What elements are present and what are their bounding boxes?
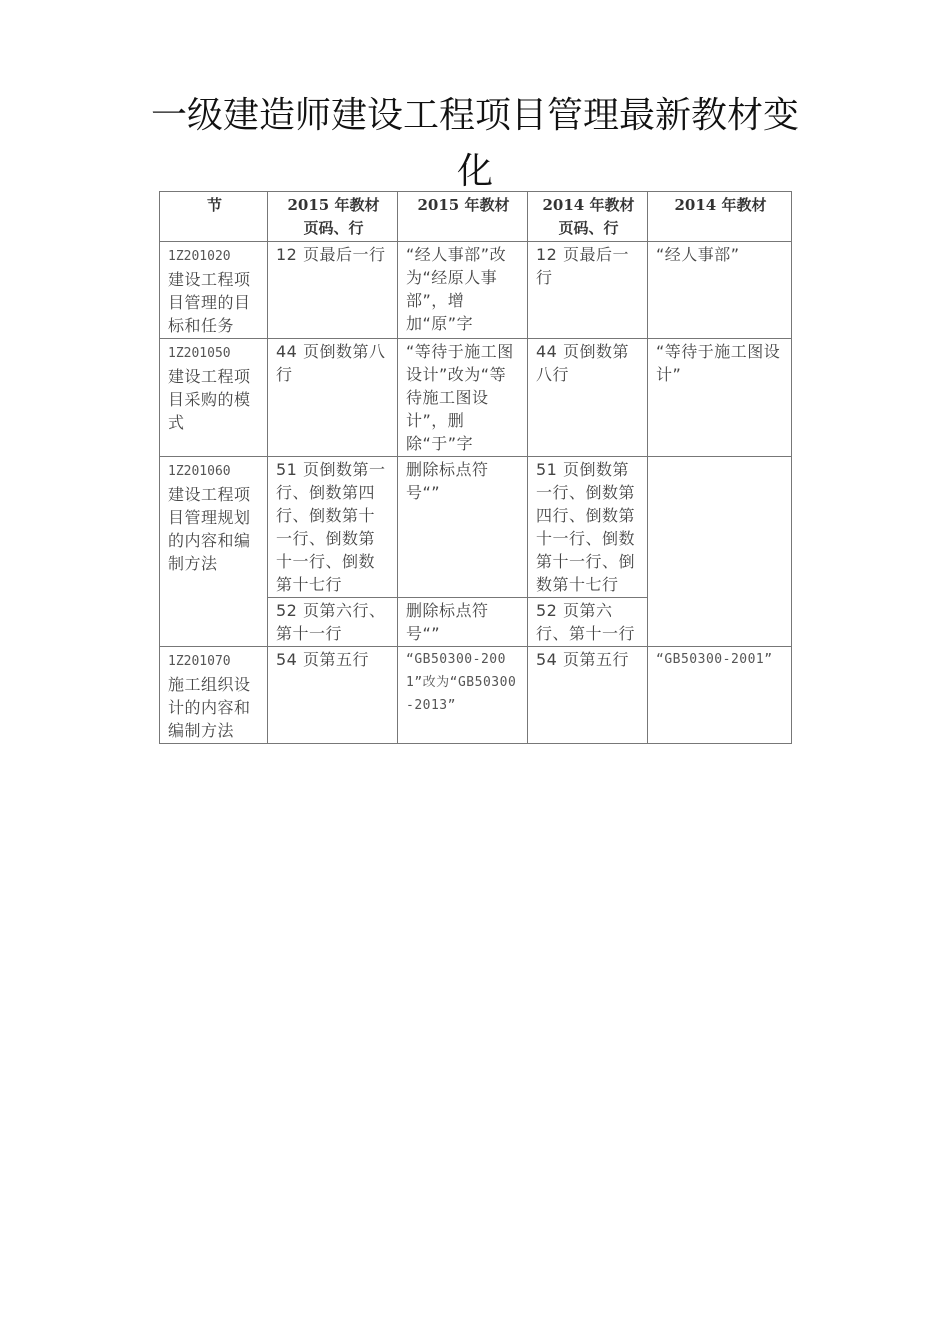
page-2014-cell: 54 页第五行 — [528, 647, 648, 744]
textbook-changes-table — [159, 191, 792, 744]
header-section: 节 — [160, 192, 268, 242]
table-row — [160, 647, 792, 744]
section-code: 1Z201020 — [168, 249, 231, 264]
header-2014-text: 2014 年教材 — [648, 192, 792, 242]
text-2015-cell: 删除标点符号“” — [398, 457, 528, 598]
page-2014-cell: 51 页倒数第一行、倒数第四行、倒数第十一行、倒数第十一行、倒数第十七行 — [528, 457, 648, 598]
header-2015-page-line: 2015 年教材 页码、行 — [268, 192, 398, 242]
page-2014-cell: 52 页第六行、第十一行 — [528, 598, 648, 647]
text-2014-cell: “经人事部” — [648, 242, 792, 339]
text-2014-cell: “GB50300-2001” — [648, 647, 792, 744]
page-2015-cell: 44 页倒数第八行 — [268, 339, 398, 457]
section-cell — [160, 339, 268, 457]
section-name: 建设工程项目采购的模式 — [168, 367, 251, 432]
text-2015-cell: “等待于施工图设计”改为“等待施工图设计”，删除“于”字 — [398, 339, 528, 457]
table-header-row — [160, 192, 792, 242]
section-code: 1Z201070 — [168, 654, 231, 669]
section-name: 建设工程项目管理的目标和任务 — [168, 270, 251, 335]
section-name: 建设工程项目管理规划的内容和编制方法 — [168, 485, 251, 573]
document-title: 一级建造师建设工程项目管理最新教材变化 — [150, 95, 799, 192]
table-row — [160, 242, 792, 339]
section-name: 施工组织设计的内容和编制方法 — [168, 675, 251, 740]
page-2015-cell: 12 页最后一行 — [268, 242, 398, 339]
text-2015-cell: “经人事部”改为“经原人事部”，增加“原”字 — [398, 242, 528, 339]
section-cell — [160, 647, 268, 744]
text-2015-cell: 删除标点符号“” — [398, 598, 528, 647]
page-2014-cell: 12 页最后一行 — [528, 242, 648, 339]
page-2015-cell: 51 页倒数第一行、倒数第四行、倒数第十一行、倒数第十一行、倒数第十七行 — [268, 457, 398, 598]
header-2015-text: 2015 年教材 — [398, 192, 528, 242]
text-2014-cell — [648, 457, 792, 647]
text-2014-cell: “等待于施工图设计” — [648, 339, 792, 457]
section-cell — [160, 457, 268, 647]
page-2015-cell: 54 页第五行 — [268, 647, 398, 744]
text-2015-cell: “GB50300-2001”改为“GB50300-2013” — [398, 647, 528, 744]
table-row — [160, 457, 792, 598]
table-row — [160, 339, 792, 457]
page-2014-cell: 44 页倒数第八行 — [528, 339, 648, 457]
header-2014-page-line: 2014 年教材 页码、行 — [528, 192, 648, 242]
section-code: 1Z201060 — [168, 464, 231, 479]
section-cell — [160, 242, 268, 339]
section-code: 1Z201050 — [168, 346, 231, 361]
page-2015-cell: 52 页第六行、第十一行 — [268, 598, 398, 647]
